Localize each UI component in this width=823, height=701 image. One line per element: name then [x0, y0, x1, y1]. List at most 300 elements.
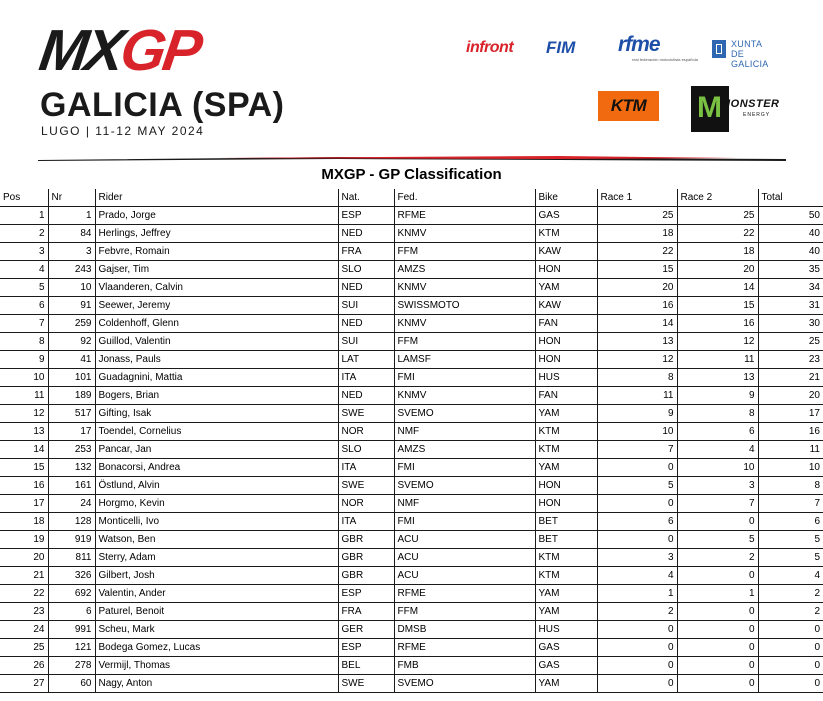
cell-rider: Seewer, Jeremy	[95, 297, 338, 315]
cell-bike: FAN	[535, 387, 597, 405]
cell-race1: 12	[597, 351, 677, 369]
col-header-nat: Nat.	[338, 189, 394, 207]
cell-nat: BEL	[338, 657, 394, 675]
cell-nr: 326	[48, 567, 95, 585]
cell-race2: 25	[677, 207, 758, 225]
col-header-pos: Pos	[0, 189, 48, 207]
cell-fed: ACU	[394, 567, 535, 585]
cell-race2: 8	[677, 405, 758, 423]
cell-fed: RFME	[394, 585, 535, 603]
cell-race2: 16	[677, 315, 758, 333]
col-header-total: Total	[758, 189, 823, 207]
cell-bike: KTM	[535, 441, 597, 459]
table-row	[0, 243, 823, 261]
cell-bike: KAW	[535, 243, 597, 261]
cell-race2: 5	[677, 531, 758, 549]
cell-nat: GBR	[338, 549, 394, 567]
table-row	[0, 603, 823, 621]
cell-total: 0	[758, 657, 823, 675]
cell-race1: 6	[597, 513, 677, 531]
cell-nat: SLO	[338, 441, 394, 459]
table-row	[0, 261, 823, 279]
cell-total: 20	[758, 387, 823, 405]
xunta-line2: DE GALICIA	[731, 49, 769, 69]
cell-rider: Bodega Gomez, Lucas	[95, 639, 338, 657]
col-header-fed: Fed.	[394, 189, 535, 207]
cell-rider: Watson, Ben	[95, 531, 338, 549]
cell-rider: Guadagnini, Mattia	[95, 369, 338, 387]
cell-pos: 11	[0, 387, 48, 405]
cell-race1: 0	[597, 531, 677, 549]
cell-total: 16	[758, 423, 823, 441]
cell-fed: FMI	[394, 513, 535, 531]
cell-race2: 0	[677, 675, 758, 693]
table-row	[0, 459, 823, 477]
cell-race1: 8	[597, 369, 677, 387]
cell-race2: 18	[677, 243, 758, 261]
cell-bike: HUS	[535, 369, 597, 387]
cell-bike: YAM	[535, 585, 597, 603]
table-row	[0, 549, 823, 567]
cell-nr: 84	[48, 225, 95, 243]
monster-energy-logo	[691, 86, 779, 132]
cell-fed: SWISSMOTO	[394, 297, 535, 315]
cell-race1: 4	[597, 567, 677, 585]
cell-bike: KTM	[535, 567, 597, 585]
cell-race2: 0	[677, 657, 758, 675]
cell-nat: SUI	[338, 333, 394, 351]
cell-nr: 91	[48, 297, 95, 315]
cell-race1: 0	[597, 495, 677, 513]
infront-logo: infront	[466, 39, 514, 56]
rfme-logo	[618, 33, 698, 62]
cell-pos: 14	[0, 441, 48, 459]
cell-fed: LAMSF	[394, 351, 535, 369]
cell-rider: Bogers, Brian	[95, 387, 338, 405]
table-row	[0, 567, 823, 585]
cell-total: 2	[758, 585, 823, 603]
cell-fed: ACU	[394, 531, 535, 549]
cell-pos: 10	[0, 369, 48, 387]
cell-rider: Jonass, Pauls	[95, 351, 338, 369]
cell-total: 17	[758, 405, 823, 423]
xunta-logo-text	[731, 39, 784, 69]
cell-race1: 0	[597, 459, 677, 477]
cell-pos: 27	[0, 675, 48, 693]
table-row	[0, 297, 823, 315]
cell-nat: SWE	[338, 477, 394, 495]
cell-pos: 5	[0, 279, 48, 297]
cell-pos: 3	[0, 243, 48, 261]
cell-nr: 253	[48, 441, 95, 459]
table-row	[0, 405, 823, 423]
cell-race2: 15	[677, 297, 758, 315]
table-row	[0, 585, 823, 603]
table-row	[0, 657, 823, 675]
table-row	[0, 225, 823, 243]
cell-fed: SVEMO	[394, 675, 535, 693]
cell-rider: Nagy, Anton	[95, 675, 338, 693]
cell-race2: 0	[677, 603, 758, 621]
cell-race2: 7	[677, 495, 758, 513]
rfme-logo-text: rfme	[618, 33, 660, 56]
cell-bike: HON	[535, 351, 597, 369]
event-title: GALICIA (SPA)	[40, 86, 285, 124]
cell-nr: 811	[48, 549, 95, 567]
cell-bike: GAS	[535, 639, 597, 657]
cell-race1: 0	[597, 621, 677, 639]
cell-pos: 16	[0, 477, 48, 495]
xunta-line1: XUNTA	[731, 39, 763, 49]
cell-rider: Valentin, Ander	[95, 585, 338, 603]
cell-fed: NMF	[394, 495, 535, 513]
cell-rider: Herlings, Jeffrey	[95, 225, 338, 243]
cell-race2: 4	[677, 441, 758, 459]
table-row	[0, 351, 823, 369]
cell-race2: 9	[677, 387, 758, 405]
cell-bike: YAM	[535, 675, 597, 693]
classification-title: MXGP - GP Classification	[321, 166, 502, 183]
cell-total: 2	[758, 603, 823, 621]
cell-nat: LAT	[338, 351, 394, 369]
cell-bike: YAM	[535, 603, 597, 621]
cell-nat: SWE	[338, 675, 394, 693]
cell-pos: 26	[0, 657, 48, 675]
cell-race2: 12	[677, 333, 758, 351]
monster-logo-text: MONSTER	[721, 98, 780, 110]
cell-bike: HON	[535, 333, 597, 351]
cell-total: 31	[758, 297, 823, 315]
cell-race1: 7	[597, 441, 677, 459]
xunta-emblem-icon	[712, 40, 726, 58]
cell-nr: 278	[48, 657, 95, 675]
cell-nr: 692	[48, 585, 95, 603]
cell-fed: RFME	[394, 639, 535, 657]
cell-rider: Toendel, Cornelius	[95, 423, 338, 441]
cell-fed: AMZS	[394, 261, 535, 279]
cell-total: 40	[758, 225, 823, 243]
cell-nat: ESP	[338, 639, 394, 657]
cell-fed: FMI	[394, 459, 535, 477]
cell-pos: 20	[0, 549, 48, 567]
cell-pos: 13	[0, 423, 48, 441]
cell-nr: 17	[48, 423, 95, 441]
cell-nr: 121	[48, 639, 95, 657]
cell-nr: 41	[48, 351, 95, 369]
cell-fed: RFME	[394, 207, 535, 225]
cell-race1: 1	[597, 585, 677, 603]
cell-nat: FRA	[338, 243, 394, 261]
cell-race1: 16	[597, 297, 677, 315]
cell-bike: FAN	[535, 315, 597, 333]
table-row	[0, 675, 823, 693]
cell-race2: 1	[677, 585, 758, 603]
cell-rider: Pancar, Jan	[95, 441, 338, 459]
cell-fed: FMB	[394, 657, 535, 675]
cell-race2: 2	[677, 549, 758, 567]
cell-total: 10	[758, 459, 823, 477]
cell-total: 30	[758, 315, 823, 333]
cell-nat: NED	[338, 225, 394, 243]
cell-rider: Coldenhoff, Glenn	[95, 315, 338, 333]
col-header-race1: Race 1	[597, 189, 677, 207]
cell-race1: 11	[597, 387, 677, 405]
cell-nr: 24	[48, 495, 95, 513]
cell-rider: Vlaanderen, Calvin	[95, 279, 338, 297]
cell-total: 0	[758, 675, 823, 693]
cell-rider: Prado, Jorge	[95, 207, 338, 225]
table-row	[0, 531, 823, 549]
cell-fed: NMF	[394, 423, 535, 441]
cell-pos: 15	[0, 459, 48, 477]
cell-nr: 161	[48, 477, 95, 495]
cell-bike: HON	[535, 477, 597, 495]
cell-pos: 7	[0, 315, 48, 333]
cell-race1: 15	[597, 261, 677, 279]
cell-rider: Febvre, Romain	[95, 243, 338, 261]
cell-total: 5	[758, 549, 823, 567]
cell-fed: KNMV	[394, 387, 535, 405]
header-stripe-divider	[38, 155, 786, 161]
cell-bike: HON	[535, 495, 597, 513]
cell-nat: ITA	[338, 513, 394, 531]
cell-rider: Gajser, Tim	[95, 261, 338, 279]
cell-race2: 0	[677, 567, 758, 585]
cell-pos: 22	[0, 585, 48, 603]
cell-nat: NED	[338, 387, 394, 405]
cell-nat: SWE	[338, 405, 394, 423]
cell-nr: 132	[48, 459, 95, 477]
fim-logo: FIM	[546, 38, 576, 57]
cell-rider: Paturel, Benoit	[95, 603, 338, 621]
cell-total: 4	[758, 567, 823, 585]
table-row	[0, 477, 823, 495]
cell-race1: 3	[597, 549, 677, 567]
col-header-bike: Bike	[535, 189, 597, 207]
cell-total: 0	[758, 639, 823, 657]
col-header-rider: Rider	[95, 189, 338, 207]
cell-fed: ACU	[394, 549, 535, 567]
logo-mx-text: MX	[35, 18, 126, 83]
cell-fed: KNMV	[394, 279, 535, 297]
cell-bike: GAS	[535, 657, 597, 675]
cell-race1: 13	[597, 333, 677, 351]
cell-bike: YAM	[535, 405, 597, 423]
cell-pos: 23	[0, 603, 48, 621]
cell-nat: ITA	[338, 369, 394, 387]
cell-total: 50	[758, 207, 823, 225]
cell-pos: 24	[0, 621, 48, 639]
classification-table	[0, 189, 823, 693]
cell-race1: 18	[597, 225, 677, 243]
cell-nr: 991	[48, 621, 95, 639]
cell-nr: 92	[48, 333, 95, 351]
col-header-nr: Nr	[48, 189, 95, 207]
cell-total: 11	[758, 441, 823, 459]
cell-pos: 4	[0, 261, 48, 279]
table-row	[0, 279, 823, 297]
cell-race1: 5	[597, 477, 677, 495]
cell-nr: 3	[48, 243, 95, 261]
cell-pos: 21	[0, 567, 48, 585]
cell-rider: Gilbert, Josh	[95, 567, 338, 585]
page-header	[0, 0, 823, 163]
cell-total: 0	[758, 621, 823, 639]
monster-logo-subtext: ENERGY	[743, 112, 771, 118]
table-row	[0, 333, 823, 351]
table-row	[0, 315, 823, 333]
ktm-logo: KTM	[598, 91, 659, 121]
cell-total: 8	[758, 477, 823, 495]
cell-nr: 517	[48, 405, 95, 423]
cell-pos: 12	[0, 405, 48, 423]
cell-pos: 1	[0, 207, 48, 225]
cell-nat: GER	[338, 621, 394, 639]
cell-nat: SLO	[338, 261, 394, 279]
table-row	[0, 513, 823, 531]
col-header-race2: Race 2	[677, 189, 758, 207]
cell-rider: Guillod, Valentin	[95, 333, 338, 351]
cell-pos: 2	[0, 225, 48, 243]
table-row	[0, 495, 823, 513]
cell-nr: 1	[48, 207, 95, 225]
event-subtitle: LUGO | 11-12 MAY 2024	[41, 124, 205, 138]
cell-fed: AMZS	[394, 441, 535, 459]
table-row	[0, 387, 823, 405]
cell-rider: Monticelli, Ivo	[95, 513, 338, 531]
table-row	[0, 621, 823, 639]
cell-race2: 3	[677, 477, 758, 495]
cell-race2: 14	[677, 279, 758, 297]
cell-nr: 6	[48, 603, 95, 621]
cell-race1: 0	[597, 675, 677, 693]
cell-race2: 11	[677, 351, 758, 369]
cell-nat: GBR	[338, 567, 394, 585]
cell-race1: 20	[597, 279, 677, 297]
mxgp-logo	[35, 18, 204, 83]
cell-fed: SVEMO	[394, 405, 535, 423]
cell-pos: 18	[0, 513, 48, 531]
cell-race2: 20	[677, 261, 758, 279]
cell-race2: 22	[677, 225, 758, 243]
cell-nat: NOR	[338, 423, 394, 441]
rfme-logo-subtext: real federación motociclista española	[632, 57, 698, 62]
cell-rider: Vermijl, Thomas	[95, 657, 338, 675]
cell-fed: FFM	[394, 333, 535, 351]
cell-total: 40	[758, 243, 823, 261]
cell-race2: 10	[677, 459, 758, 477]
cell-total: 5	[758, 531, 823, 549]
logo-gp-text: GP	[116, 18, 204, 83]
cell-nr: 128	[48, 513, 95, 531]
cell-rider: Gifting, Isak	[95, 405, 338, 423]
cell-bike: YAM	[535, 459, 597, 477]
cell-race1: 9	[597, 405, 677, 423]
table-row	[0, 423, 823, 441]
cell-rider: Horgmo, Kevin	[95, 495, 338, 513]
cell-bike: YAM	[535, 279, 597, 297]
cell-fed: KNMV	[394, 315, 535, 333]
cell-pos: 19	[0, 531, 48, 549]
cell-bike: KTM	[535, 225, 597, 243]
cell-pos: 6	[0, 297, 48, 315]
cell-race2: 0	[677, 639, 758, 657]
cell-rider: Östlund, Alvin	[95, 477, 338, 495]
cell-nr: 189	[48, 387, 95, 405]
xunta-logo	[712, 39, 784, 69]
cell-fed: FFM	[394, 603, 535, 621]
cell-fed: DMSB	[394, 621, 535, 639]
cell-fed: FFM	[394, 243, 535, 261]
table-header-row	[0, 189, 823, 207]
cell-bike: HON	[535, 261, 597, 279]
cell-bike: GAS	[535, 207, 597, 225]
cell-race1: 14	[597, 315, 677, 333]
cell-pos: 8	[0, 333, 48, 351]
table-row	[0, 369, 823, 387]
cell-race1: 25	[597, 207, 677, 225]
cell-nat: FRA	[338, 603, 394, 621]
cell-fed: FMI	[394, 369, 535, 387]
cell-bike: KTM	[535, 549, 597, 567]
cell-fed: KNMV	[394, 225, 535, 243]
cell-bike: BET	[535, 531, 597, 549]
cell-total: 6	[758, 513, 823, 531]
cell-nr: 243	[48, 261, 95, 279]
cell-rider: Sterry, Adam	[95, 549, 338, 567]
cell-rider: Scheu, Mark	[95, 621, 338, 639]
cell-total: 23	[758, 351, 823, 369]
cell-pos: 25	[0, 639, 48, 657]
cell-nat: ESP	[338, 207, 394, 225]
cell-race2: 13	[677, 369, 758, 387]
cell-nr: 10	[48, 279, 95, 297]
cell-race1: 10	[597, 423, 677, 441]
cell-bike: KTM	[535, 423, 597, 441]
cell-nr: 259	[48, 315, 95, 333]
cell-nr: 101	[48, 369, 95, 387]
cell-bike: KAW	[535, 297, 597, 315]
cell-total: 7	[758, 495, 823, 513]
cell-pos: 17	[0, 495, 48, 513]
cell-nat: ESP	[338, 585, 394, 603]
cell-nat: NOR	[338, 495, 394, 513]
cell-nat: GBR	[338, 531, 394, 549]
cell-nat: NED	[338, 279, 394, 297]
cell-total: 35	[758, 261, 823, 279]
cell-bike: HUS	[535, 621, 597, 639]
table-row	[0, 441, 823, 459]
cell-race1: 0	[597, 639, 677, 657]
cell-race2: 0	[677, 621, 758, 639]
table-row	[0, 639, 823, 657]
cell-nat: SUI	[338, 297, 394, 315]
table-row	[0, 207, 823, 225]
cell-race2: 0	[677, 513, 758, 531]
monster-emblem-icon: M	[691, 86, 729, 132]
cell-race1: 0	[597, 657, 677, 675]
cell-total: 21	[758, 369, 823, 387]
cell-race1: 22	[597, 243, 677, 261]
cell-nr: 60	[48, 675, 95, 693]
cell-pos: 9	[0, 351, 48, 369]
cell-race2: 6	[677, 423, 758, 441]
cell-total: 34	[758, 279, 823, 297]
cell-rider: Bonacorsi, Andrea	[95, 459, 338, 477]
cell-total: 25	[758, 333, 823, 351]
cell-fed: SVEMO	[394, 477, 535, 495]
cell-nr: 919	[48, 531, 95, 549]
